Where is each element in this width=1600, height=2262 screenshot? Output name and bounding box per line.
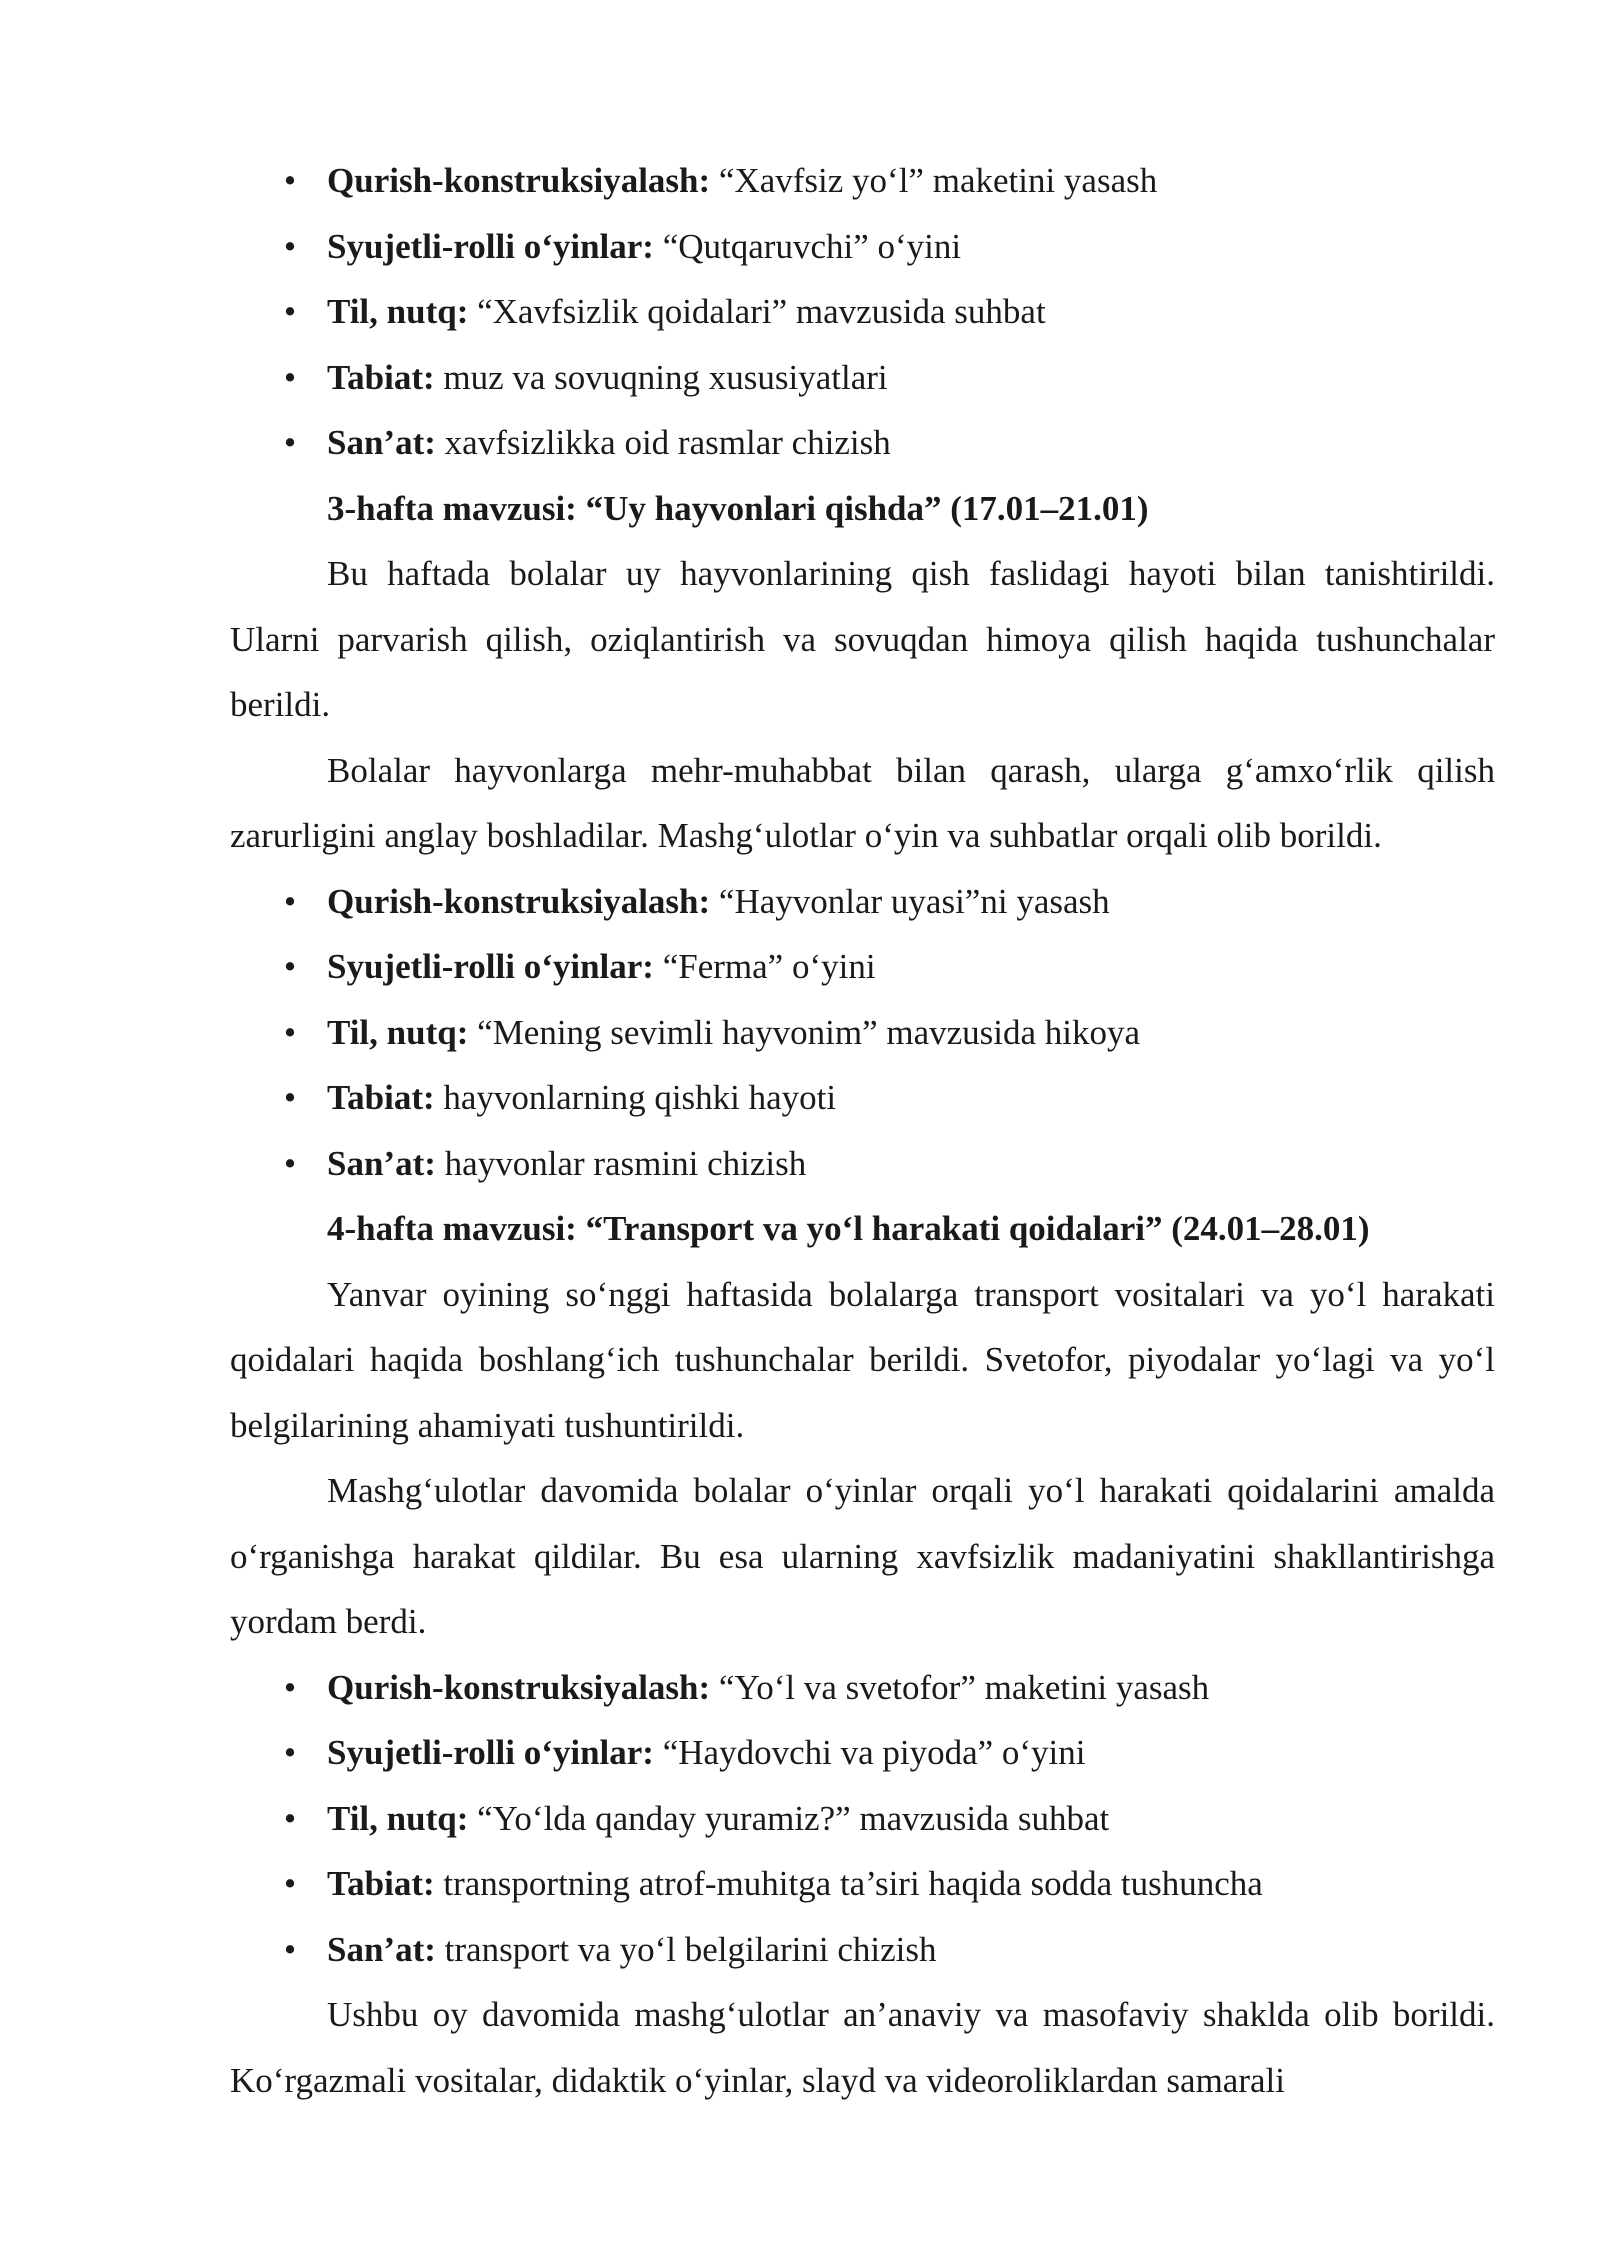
item-text: transport va yo‘l belgilarini chizish	[435, 1929, 937, 1969]
list-item	[230, 1786, 1495, 1852]
bullet-icon: •	[283, 1864, 297, 1903]
list-item	[230, 1065, 1495, 1131]
activity-list-week2	[230, 148, 1495, 476]
list-item	[230, 869, 1495, 935]
week3-heading: 3-hafta mavzusi: “Uy hayvonlari qishda” (17.01–21.01)	[327, 488, 1149, 528]
bullet-icon: •	[283, 226, 297, 266]
list-item	[230, 214, 1495, 280]
week4-paragraph-2: Mashg‘ulotlar davomida bolalar o‘yinlar orqali yo‘l harakati qoidalarini amalda o‘rganishga harakat qildilar. Bu esa ularning xavfsizlik madaniyatini shakllantirishga yordam berdi.	[230, 1471, 1495, 1641]
item-text: “Yo‘lda qanday yuramiz?” mavzusida suhbat	[468, 1798, 1110, 1838]
list-item	[230, 279, 1495, 345]
bullet-icon: •	[283, 1667, 297, 1707]
item-text: “Haydovchi va piyoda” o‘yini	[653, 1733, 1086, 1772]
bullet-icon: •	[283, 881, 297, 921]
item-text: muz va sovuqning xususiyatlari	[434, 357, 888, 397]
week4-heading: 4-hafta mavzusi: “Transport va yo‘l harakati qoidalari” (24.01–28.01)	[327, 1209, 1370, 1248]
item-text: hayvonlarning qishki hayoti	[434, 1078, 837, 1117]
item-label: San’at:	[327, 423, 436, 462]
activity-list-week4	[230, 1655, 1495, 1983]
item-label: Qurish-konstruksiyalash:	[327, 161, 711, 200]
list-item	[230, 410, 1495, 476]
list-item	[230, 1720, 1495, 1786]
item-text: xavfsizlikka oid rasmlar chizish	[435, 423, 891, 462]
item-label: Til, nutq:	[327, 1012, 469, 1052]
list-item	[230, 1000, 1495, 1066]
week4-paragraph-1: Yanvar oyining so‘nggi haftasida bolalarga transport vositalari va yo‘l harakati qoidalari haqida boshlang‘ich tushunchalar berildi. Svetofor, piyodalar yo‘lagi va yo‘l belgilarining ahamiyati tushuntirildi.	[230, 1274, 1495, 1445]
bullet-icon: •	[283, 1929, 297, 1969]
item-label: Qurish-konstruksiyalash:	[327, 1667, 711, 1707]
item-text: “Hayvonlar uyasi”ni yasash	[710, 881, 1110, 921]
item-label: Qurish-konstruksiyalash:	[327, 881, 711, 921]
item-label: Til, nutq:	[327, 292, 469, 331]
item-label: Syujetli-rolli o‘yinlar:	[327, 947, 654, 986]
list-item	[230, 1851, 1495, 1917]
item-label: Til, nutq:	[327, 1798, 469, 1838]
bullet-icon: •	[283, 292, 297, 331]
item-text: “Xavfsiz yo‘l” maketini yasash	[710, 161, 1158, 200]
document-page	[230, 148, 1495, 2113]
item-label: San’at:	[327, 1929, 436, 1969]
list-item	[230, 345, 1495, 411]
list-item	[230, 148, 1495, 214]
bullet-icon: •	[283, 423, 297, 462]
item-label: San’at:	[327, 1143, 436, 1183]
item-label: Tabiat:	[327, 357, 435, 397]
bullet-icon: •	[283, 357, 297, 397]
closing-paragraph: Ushbu oy davomida mashg‘ulotlar an’anaviy va masofaviy shaklda olib borildi. Ko‘rgazmali vositalar, didaktik o‘yinlar, slayd va videoroliklardan samarali	[230, 1995, 1495, 2100]
bullet-icon: •	[283, 947, 297, 986]
item-text: transportning atrof-muhitga ta’siri haqida sodda tushuncha	[434, 1864, 1263, 1903]
item-text: “Qutqaruvchi” o‘yini	[653, 226, 962, 266]
bullet-icon: •	[283, 1143, 297, 1183]
list-item	[230, 934, 1495, 1000]
week3-paragraph-2: Bolalar hayvonlarga mehr-muhabbat bilan qarash, ularga g‘amxo‘rlik qilish zarurligini anglay boshladilar. Mashg‘ulotlar o‘yin va suhbatlar orqali olib borildi.	[230, 750, 1495, 855]
list-item	[230, 1917, 1495, 1983]
bullet-icon: •	[283, 1012, 297, 1052]
item-label: Syujetli-rolli o‘yinlar:	[327, 1733, 654, 1772]
item-label: Tabiat:	[327, 1078, 435, 1117]
bullet-icon: •	[283, 1078, 297, 1117]
list-item	[230, 1131, 1495, 1197]
item-text: “Mening sevimli hayvonim” mavzusida hikoya	[468, 1012, 1141, 1052]
item-text: hayvonlar rasmini chizish	[435, 1143, 807, 1183]
week3-paragraph-1: Bu haftada bolalar uy hayvonlarining qish faslidagi hayoti bilan tanishtirildi. Ularni parvarish qilish, oziqlantirish va sovuqdan himoya qilish haqida tushunchalar berildi.	[230, 554, 1495, 724]
item-label: Syujetli-rolli o‘yinlar:	[327, 226, 654, 266]
bullet-icon: •	[283, 1798, 297, 1838]
list-item	[230, 1655, 1495, 1721]
activity-list-week3	[230, 869, 1495, 1197]
bullet-icon: •	[283, 161, 297, 200]
item-label: Tabiat:	[327, 1864, 435, 1903]
item-text: “Ferma” o‘yini	[653, 947, 876, 986]
item-text: “Xavfsizlik qoidalari” mavzusida suhbat	[468, 292, 1046, 331]
bullet-icon: •	[283, 1733, 297, 1772]
item-text: “Yo‘l va svetofor” maketini yasash	[710, 1667, 1210, 1707]
